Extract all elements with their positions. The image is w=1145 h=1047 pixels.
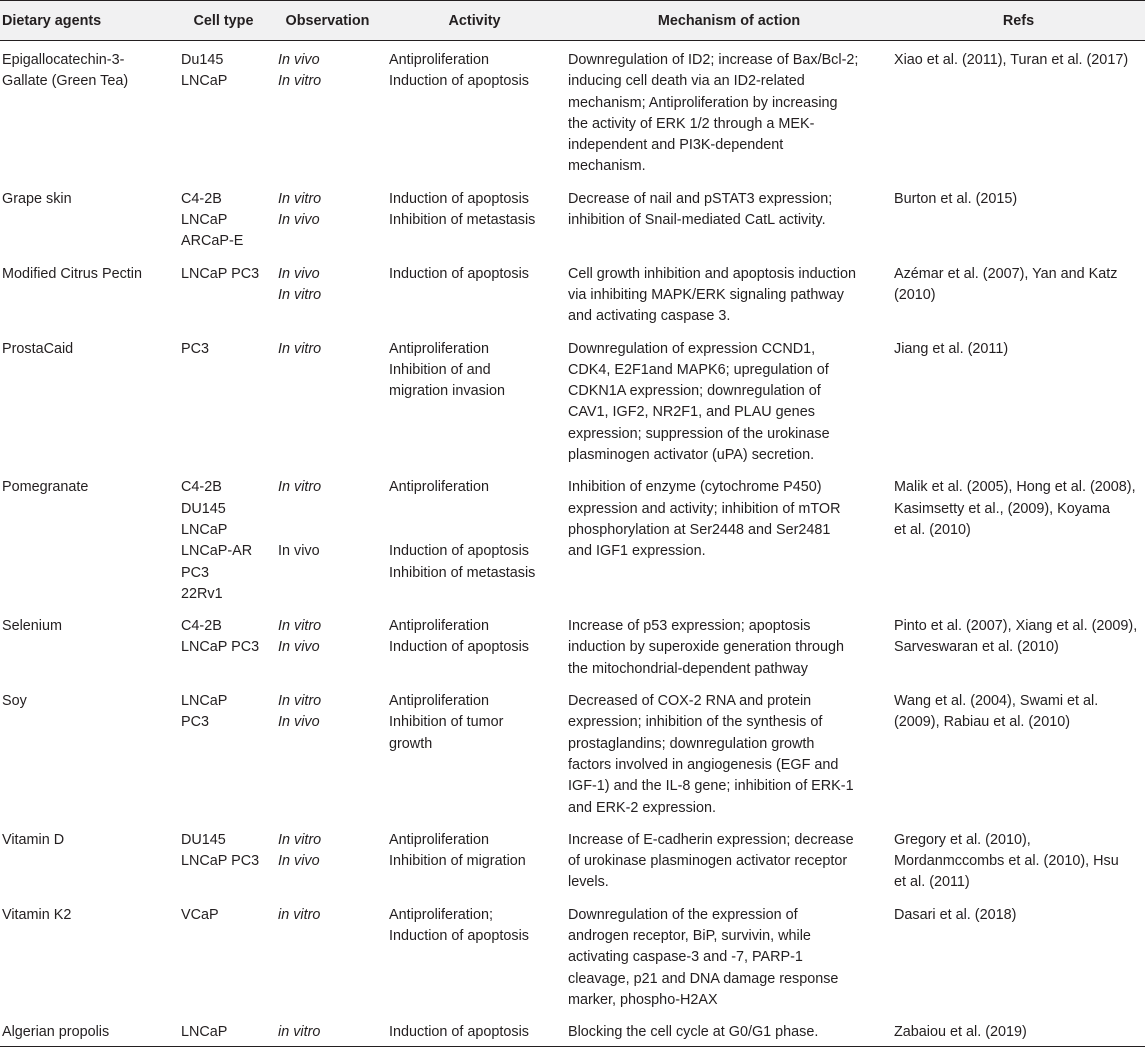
cell-refs: Gregory et al. (2010), Mordanmccombs et al. (2010), Hsu et al. (2011) [894, 831, 1119, 891]
cell-refs: Zabaiou et al. (2019) [892, 1013, 1145, 1047]
cell-agent: Pomegranate [2, 479, 89, 496]
cell-agent: Algerian propolis [0, 1013, 175, 1047]
cell-refs: Xiao et al. (2011), Turan et al. (2017) [894, 52, 1129, 68]
cell-observation: In vitro In vivo [278, 618, 322, 656]
cell-activity: Antiproliferation Inhibition of and migration invasion [389, 340, 505, 400]
header-observation: Observation [272, 1, 383, 41]
cell-mechanism: Increase of E-cadherin expression; decrease of urokinase plasminogen activator receptor levels. [568, 831, 854, 891]
cell-mechanism: Downregulation of the expression of androgen receptor, BiP, survivin, while activating caspase-3 and -7, PARP-1 cleavage, p21 and DNA damage response marker, phospho-H2AX [568, 906, 839, 1008]
cell-cell-type: C4-2B DU145 LNCaP LNCaP-AR PC3 22Rv1 [181, 479, 253, 602]
cell-agent: Selenium [2, 618, 62, 635]
cell-activity: Antiproliferation; Induction of apoptosis [389, 906, 530, 944]
header-row [0, 1, 1145, 41]
cell-agent: Soy [2, 693, 27, 710]
table-row [0, 41, 1145, 180]
cell-refs: Dasari et al. (2018) [894, 906, 1017, 923]
cell-mechanism: Blocking the cell cycle at G0/G1 phase. [566, 1013, 892, 1047]
cell-activity: Antiproliferation Inhibition of migration [389, 831, 526, 870]
cell-cell-type: LNCaP [175, 1013, 272, 1047]
cell-agent: Vitamin K2 [2, 906, 72, 923]
cell-activity: Antiproliferation Induction of apoptosis [389, 618, 530, 656]
cell-observation: In vitro In vivo [278, 831, 322, 870]
cell-activity: Induction of apoptosis Inhibition of metastasis [389, 190, 536, 229]
table-row [0, 180, 1145, 255]
header-activity: Activity [383, 1, 566, 41]
header-refs: Refs [892, 1, 1145, 41]
cell-agent: Epigallocatechin-3- Gallate (Green Tea) [2, 52, 129, 90]
cell-refs: Azémar et al. (2007), Yan and Katz (2010) [894, 265, 1118, 303]
cell-mechanism: Decreased of COX-2 RNA and protein expression; inhibition of the synthesis of prostaglandins; downregulation growth factors involved in angiogenesis (EGF and IGF-1) and the IL-8 gene; inhibition of ERK-1 and ERK-2 expression. [568, 693, 854, 816]
cell-mechanism: Downregulation of ID2; increase of Bax/Bcl-2; inducing cell death via an ID2-related mechanism; Antiproliferation by increasing the activity of ERK 1/2 through a MEK- independent and PI3K-dependent mechanism. [568, 52, 859, 175]
table-row [0, 607, 1145, 682]
table-row [0, 821, 1145, 896]
cell-observation: In vitro In vivo [278, 190, 322, 229]
cell-refs: Pinto et al. (2007), Xiang et al. (2009), Sarveswaran et al. (2010) [894, 618, 1138, 656]
table-row [0, 682, 1145, 821]
cell-cell-type: DU145 LNCaP PC3 [181, 831, 260, 870]
cell-cell-type: VCaP [181, 906, 219, 923]
table-row [0, 330, 1145, 469]
cell-mechanism: Cell growth inhibition and apoptosis induction via inhibiting MAPK/ERK signaling pathway and activating caspase 3. [568, 265, 856, 325]
cell-mechanism: Increase of p53 expression; apoptosis induction by superoxide generation through the mitochondrial-dependent pathway [568, 618, 845, 677]
cell-observation [272, 468, 383, 607]
table-row [0, 1013, 1145, 1047]
cell-activity: Antiproliferation Induction of apoptosis [389, 52, 530, 90]
header-dietary-agents: Dietary agents [0, 1, 175, 41]
table-body [0, 41, 1145, 1047]
header-cell-type: Cell type [175, 1, 272, 41]
cell-cell-type: LNCaP PC3 [181, 265, 260, 282]
cell-mechanism: Downregulation of expression CCND1, CDK4, E2F1and MAPK6; upregulation of CDKN1A expression; downregulation of CAV1, IGF2, NR2F1, and PLAU genes expression; suppression of the urokinase plasminogen activator (uPA) secretion. [568, 340, 830, 464]
cell-refs: Jiang et al. (2011) [894, 340, 1009, 357]
cell-cell-type: Du145 LNCaP [181, 52, 228, 90]
cell-observation: in vitro [278, 906, 321, 923]
cell-agent: Modified Citrus Pectin [2, 265, 142, 282]
cell-activity: Induction of apoptosis [383, 1013, 566, 1047]
cell-mechanism: Inhibition of enzyme (cytochrome P450) expression and activity; inhibition of mTOR phosphorylation at Ser2448 and Ser2481 and IGF1 expression. [568, 479, 841, 560]
observation-line: In vivo [278, 543, 320, 560]
cell-activity: Induction of apoptosis [389, 265, 530, 282]
cell-cell-type: LNCaP PC3 [181, 693, 228, 731]
cell-refs: Wang et al. (2004), Swami et al. (2009), Rabiau et al. (2010) [894, 693, 1099, 731]
cell-refs: Malik et al. (2005), Hong et al. (2008), Kasimsetty et al., (2009), Koyama et al. (2010) [894, 479, 1136, 538]
table-row [0, 255, 1145, 330]
table-row [0, 468, 1145, 607]
cell-observation: In vitro In vivo [278, 693, 322, 731]
cell-cell-type: C4-2B LNCaP PC3 [181, 618, 260, 656]
cell-agent: Grape skin [2, 190, 72, 207]
table-header [0, 1, 1145, 41]
cell-refs: Burton et al. (2015) [894, 190, 1018, 207]
cell-observation: In vitro [278, 340, 322, 357]
cell-observation: In vivo In vitro [278, 52, 322, 90]
cell-activity: Antiproliferation Induction of apoptosis Inhibition of metastasis [389, 479, 536, 581]
cell-activity: Antiproliferation Inhibition of tumor growth [389, 693, 504, 752]
cell-observation: In vivo In vitro [278, 265, 322, 303]
cell-agent: Vitamin D [2, 831, 65, 848]
observation-line: In vitro [278, 479, 322, 496]
cell-agent: ProstaCaid [2, 340, 74, 357]
table-row [0, 896, 1145, 1013]
cell-mechanism: Decrease of nail and pSTAT3 expression; inhibition of Snail-mediated CatL activity. [568, 190, 833, 229]
cell-cell-type: C4-2B LNCaP ARCaP-E [181, 190, 244, 250]
cell-cell-type: PC3 [181, 340, 209, 357]
cell-observation: in vitro [272, 1013, 383, 1047]
header-mechanism: Mechanism of action [566, 1, 892, 41]
